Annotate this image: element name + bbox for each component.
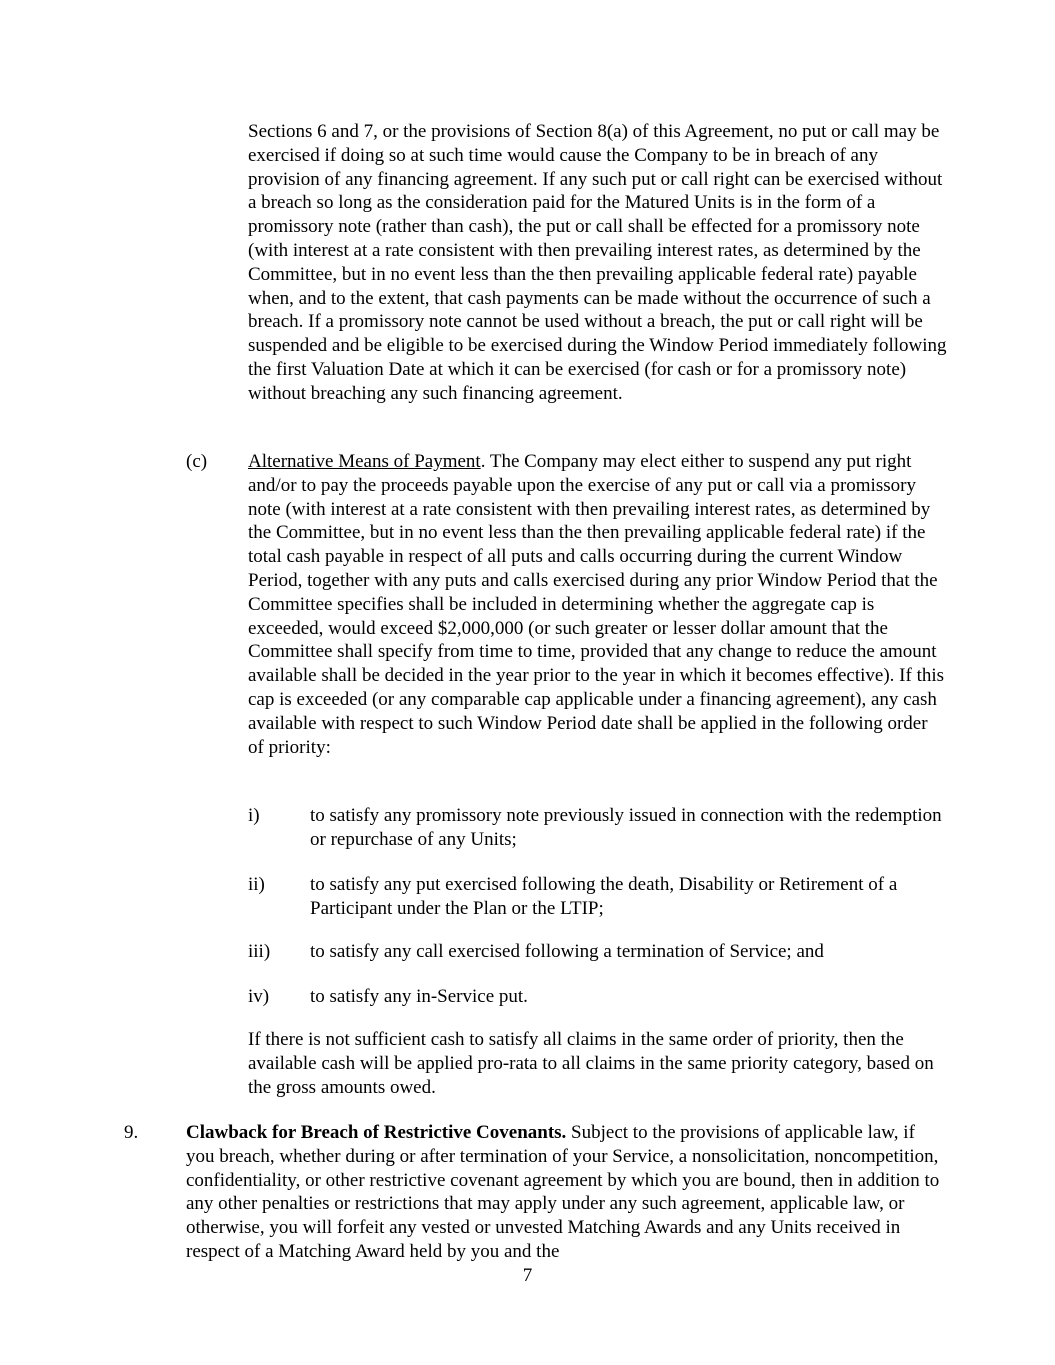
section-c-paragraph	[248, 450, 948, 759]
section-c-heading: Alternative Means of Payment	[248, 451, 481, 472]
list-item-label: iii)	[248, 941, 271, 962]
list-item-text: to satisfy any call exercised following a termination of Service; and	[310, 941, 824, 962]
list-item-text: to satisfy any promissory note previously issued in connection with the redemption or repurchase of any Units;	[310, 805, 942, 850]
list-item-text: to satisfy any in-Service put.	[310, 986, 528, 1007]
section-c-label: (c)	[186, 451, 208, 472]
list-item-label: i)	[248, 805, 260, 826]
list-item-label: ii)	[248, 874, 265, 895]
section-9-heading: Clawback for Breach of Restrictive Covenants.	[186, 1122, 567, 1143]
list-item-text: to satisfy any put exercised following the death, Disability or Retirement of a Participant under the Plan or the LTIP;	[310, 874, 898, 919]
intro-paragraph: Sections 6 and 7, or the provisions of Section 8(a) of this Agreement, no put or call may be exercised if doing so at such time would cause the Company to be in breach of any provision of any financing agreement. If any such put or call right can be exercised without a breach so long as the consideration paid for the Matured Units is in the form of a promissory note (rather than cash), the put or call shall be effected for a promissory note (with interest at a rate consistent with then prevailing interest rates, as determined by the Committee, but in no event less than the then prevailing applicable federal rate) payable when, and to the extent, that cash payments can be made without the occurrence of such a breach. If a promissory note cannot be used without a breach, the put or call right will be suspended and be eligible to be exercised during the Window Period immediately following the first Valuation Date at which it can be exercised (for cash or for a promissory note) without breaching any such financing agreement.	[248, 121, 947, 404]
section-9-paragraph	[186, 1121, 946, 1264]
section-c-text: . The Company may elect either to suspend any put right and/or to pay the proceeds payable upon the exercise of any put or call via a promissory note (with interest at a rate consistent with then prevailing interest rates, as determined by the Committee, but in no event less than the then prevailing applicable federal rate) if the total cash payable in respect of all puts and calls occurring during the current Window Period, together with any puts and calls exercised during any prior Window Period that the Committee specifies shall be included in determining whether the aggregate cap is exceeded, would exceed $2,000,000 (or such greater or lesser dollar amount that the Committee shall specify from time to time, provided that any change to reduce the amount available shall be decided in the year prior to the year in which it becomes effective). If this cap is exceeded (or any comparable cap applicable under a financing agreement), any cash available with respect to such Window Period date shall be applied in the following order of priority:	[248, 451, 945, 758]
list-item-label: iv)	[248, 986, 270, 1007]
section-9-text: Subject to the provisions of applicable law, if you breach, whether during or after termination of your Service, a nonsolicitation, noncompetition, confidentiality, or other restrictive covenant agreement by which you are bound, then in addition to any other penalties or restrictions that may apply under any such agreement, applicable law, or otherwise, you will forfeit any vested or unvested Matching Awards and any Units received in respect of a Matching Award held by you and the	[186, 1122, 940, 1262]
section-c-closing-paragraph: If there is not sufficient cash to satisfy all claims in the same order of priority, then the available cash will be applied pro-rata to all claims in the same priority category, based on the gross amounts owed.	[248, 1029, 934, 1098]
page-number: 7	[522, 1265, 533, 1286]
section-9-number: 9.	[124, 1122, 139, 1143]
